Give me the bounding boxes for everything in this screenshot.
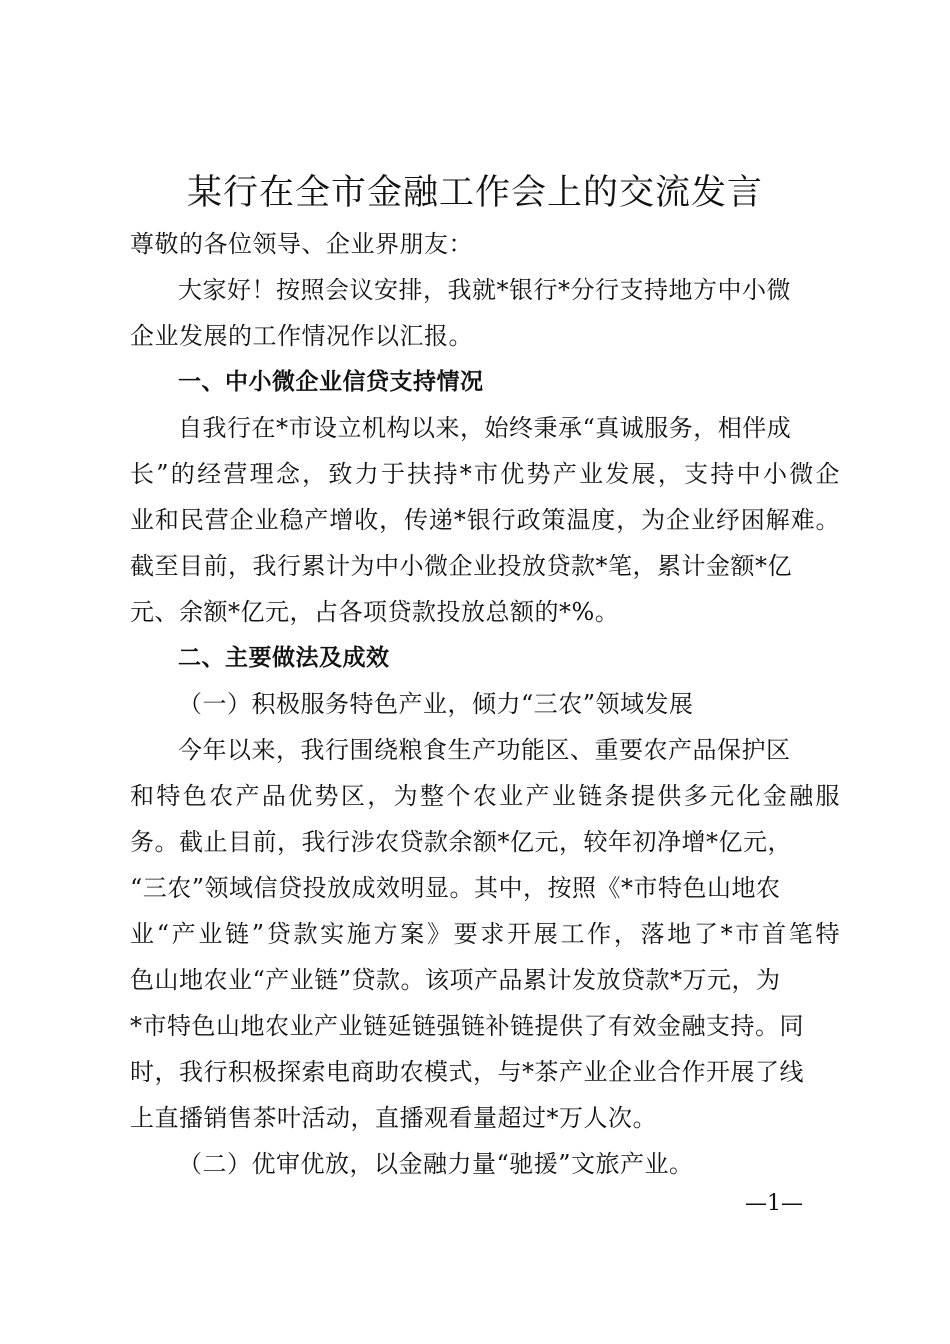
- paragraph-line: 元、余额*亿元，占各项贷款投放总额的*%。: [130, 598, 620, 626]
- paragraph-line: 今年以来，我行围绕粮食生产功能区、重要农产品保护区: [178, 736, 791, 764]
- paragraph-line: 上直播销售茶叶活动，直播观看量超过*万人次。: [130, 1104, 657, 1132]
- subsection-heading: （一）积极服务特色产业，倾力“三农”领域发展: [178, 690, 694, 718]
- paragraph-line: 时，我行积极探索电商助农模式，与*茶产业企业合作开展了线: [130, 1058, 804, 1086]
- section-heading: 一、中小微企业信贷支持情况: [178, 369, 484, 395]
- paragraph-line: *市特色山地农业产业链延链强链补链提供了有效金融支持。同: [130, 1012, 804, 1040]
- paragraph-line: 色山地农业“产业链”贷款。该项产品累计发放贷款*万元，为: [130, 966, 781, 994]
- page-number: —1—: [745, 1191, 803, 1216]
- paragraph-line: 自我行在*市设立机构以来，始终秉承“真诚服务，相伴成: [178, 414, 792, 442]
- subsection-heading: （二）优审优放，以金融力量“驰援”文旅产业。: [178, 1150, 694, 1178]
- salutation: 尊敬的各位领导、企业界朋友：: [130, 230, 473, 258]
- paragraph-line: 和特色农产品优势区，为整个农业产业链条提供多元化金融服: [130, 782, 840, 810]
- paragraph-line: 务。截止目前，我行涉农贷款余额*亿元，较年初净增*亿元，: [130, 828, 792, 856]
- intro-line: 大家好！按照会议安排，我就*银行*分行支持地方中小微: [178, 276, 791, 304]
- paragraph-line: “三农”领域信贷投放成效明显。其中，按照《*市特色山地农: [130, 874, 781, 902]
- intro-line: 企业发展的工作情况作以汇报。: [130, 322, 473, 350]
- section-heading: 二、主要做法及成效: [178, 645, 390, 671]
- paragraph-line: 长”的经营理念，致力于扶持*市优势产业发展，支持中小微企: [130, 460, 840, 488]
- paragraph-line: 截至目前，我行累计为中小微企业投放贷款*笔，累计金额*亿: [130, 552, 792, 580]
- paragraph-line: 业和民营企业稳产增收，传递*银行政策温度，为企业纾困解难。: [130, 506, 840, 534]
- paragraph-line: 业“产业链”贷款实施方案》要求开展工作，落地了*市首笔特: [130, 920, 840, 948]
- page-title: 某行在全市金融工作会上的交流发言: [186, 173, 763, 213]
